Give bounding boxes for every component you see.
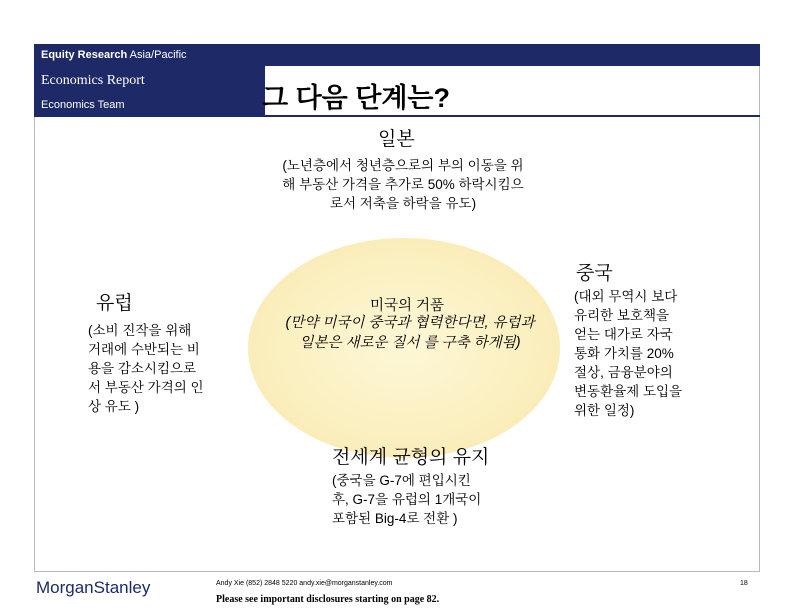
europe-line: 서 부동산 가격의 인 <box>88 380 204 395</box>
europe-line: (소비 진작을 위해 <box>88 323 192 338</box>
china-line: 유리한 보호책을 <box>574 308 670 323</box>
japan-text <box>238 156 568 213</box>
china-heading: 중국 <box>576 263 613 284</box>
global-heading: 전세계 균형의 유지 <box>332 447 490 468</box>
usa-text <box>250 313 570 353</box>
logo-stanley: Stanley <box>93 578 151 597</box>
europe-text <box>88 321 256 416</box>
usa-line: 일본은 새로운 질서 를 구축 하게됨) <box>299 335 521 351</box>
europe-line: 거래에 수반되는 비 <box>88 342 200 357</box>
china-line: 얻는 대가로 자국 <box>574 327 673 342</box>
europe-heading: 유럽 <box>96 293 133 314</box>
author-contact: Andy Xie (852) 2848 5220 andy.xie@morganstanley.com <box>216 580 393 587</box>
header-rule <box>34 115 760 117</box>
global-line: (중국을 G-7에 편입시킨 <box>332 473 471 488</box>
page-number: 18 <box>740 580 748 587</box>
japan-line: 로서 저축을 하락을 유도) <box>329 196 477 211</box>
usa-heading: 미국의 거품 <box>369 298 445 314</box>
japan-line: (노년층에서 청년층으로의 부의 이동을 위 <box>282 158 524 173</box>
slide-title: 그 다음 단계는? <box>262 83 450 113</box>
division-label: Equity Research <box>41 49 128 61</box>
region-label: Asia/Pacific <box>129 49 187 61</box>
global-line: 후, G-7을 유럽의 1개국이 <box>332 492 482 507</box>
team-name: Economics Team <box>41 99 125 111</box>
china-line: 위한 일정) <box>574 403 635 418</box>
japan-heading: 일본 <box>378 129 415 150</box>
disclosure-note: Please see important disclosures starting on page 82. <box>216 594 440 605</box>
header-title <box>41 49 187 61</box>
header-bar <box>34 44 760 66</box>
morgan-stanley-logo <box>36 578 150 598</box>
europe-line: 상 유도 ) <box>88 399 140 414</box>
usa-line: (만약 미국이 중국과 협력한다면, 유럽과 <box>285 315 535 331</box>
report-block <box>34 66 265 115</box>
logo-morgan: Morgan <box>36 578 94 597</box>
report-name: Economics Report <box>41 73 145 88</box>
global-line: 포함된 Big-4로 전환 ) <box>332 511 458 526</box>
japan-line: 해 부동산 가격을 추가로 50% 하락시킴으 <box>282 177 524 192</box>
china-line: 절상, 금융분야의 <box>574 365 673 380</box>
china-line: 통화 가치를 20% <box>574 346 674 361</box>
china-line: 변동환율제 도입을 <box>574 384 683 399</box>
global-text <box>332 471 552 528</box>
china-text <box>574 287 734 420</box>
europe-line: 용을 감소시킴으로 <box>88 361 197 376</box>
china-line: (대외 무역시 보다 <box>574 289 678 304</box>
